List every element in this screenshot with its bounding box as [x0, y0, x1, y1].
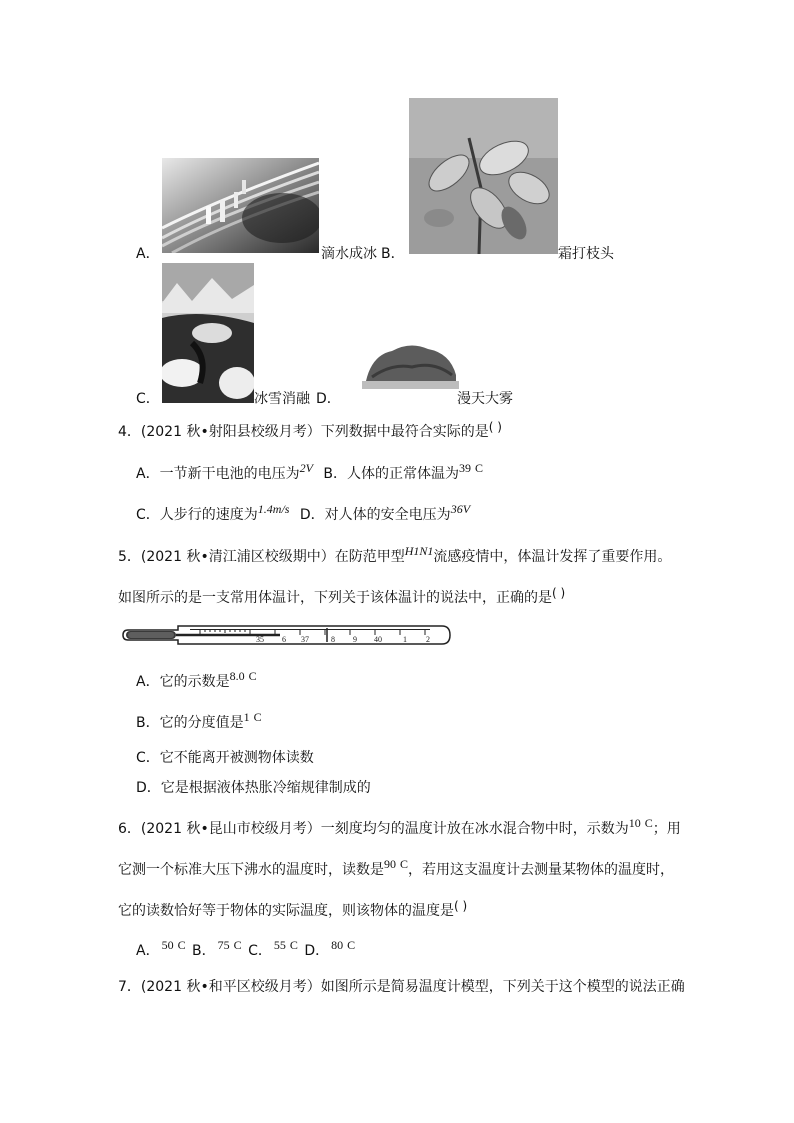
q6-option-c-letter: C． [248, 943, 272, 959]
q5-a-unit: C [248, 669, 257, 683]
q5-stem2-text: 如图所示的是一支常用体温计，下列关于该体温计的说法中，正确的是 [118, 590, 552, 606]
q4-c-text: C．人步行的速度为 [136, 507, 258, 523]
thermo-tick-1: 1 [403, 635, 407, 644]
option-c-letter: C． [136, 391, 160, 407]
q6-option-b-letter: B． [192, 943, 216, 959]
option-c-label: 冰雪消融 [254, 391, 310, 407]
q6-line2-a: 它测一个标准大压下沸水的温度时，读数是 [118, 862, 384, 878]
q6-line2-b: ，若用这支温度计去测量某物体的温度时， [408, 862, 675, 878]
option-a-letter: A． [136, 246, 160, 262]
q5-b-text: B．它的分度值是 [136, 715, 244, 731]
q4-option-a [136, 461, 483, 483]
q7-stem: 7．(2021 秋•和平区校级月考）如图所示是简易温度计模型，下列关于这个模型的说法正确 [118, 979, 685, 995]
option-a-label: 滴水成冰 [321, 246, 377, 262]
q5-stem1-a: 5．(2021 秋•清江浦区校级期中）在防范甲型 [118, 549, 405, 565]
thermo-tick-37: 37 [301, 635, 309, 644]
q5-b-value: 1 [243, 710, 250, 724]
q4-b-value: 39 [458, 461, 471, 475]
q5-stem1-b: 流感疫情中，体温计发挥了重要作用。 [433, 549, 672, 565]
q6-option-a-value: 50 [161, 938, 174, 952]
option-d-label: 漫天大雾 [457, 391, 513, 407]
q5-stem-line1 [118, 544, 672, 566]
q6-options-row [136, 938, 356, 960]
q6-option-c-value: 55 [273, 938, 286, 952]
q4-d-value: 36V [450, 502, 471, 516]
q5-option-b [136, 710, 262, 732]
thermo-tick-35: 35 [256, 635, 264, 644]
option-b-label: 霜打枝头 [558, 246, 614, 262]
q5-option-d: D．它是根据液体热胀冷缩规律制成的 [136, 780, 371, 796]
q6-stem-line1 [118, 816, 681, 838]
thermo-tick-9: 9 [353, 635, 357, 644]
q6-option-d-letter: D． [304, 943, 330, 959]
q5-option-c: C．它不能离开被测物体读数 [136, 750, 314, 766]
thermo-tick-2: 2 [426, 635, 430, 644]
q6-line3-text: 它的读数恰好等于物体的实际温度，则该物体的温度是 [118, 903, 454, 919]
q4-c-value: 1.4m/s [257, 502, 290, 516]
option-c-image-melting-snow [162, 263, 254, 403]
q4-d-text: D．对人体的安全电压为 [299, 507, 451, 523]
q5-a-value: 8.0 [229, 669, 245, 683]
q6-option-b-value: 75 [217, 938, 230, 952]
q5-a-text: A．它的示数是 [136, 674, 230, 690]
q5-b-unit: C [253, 710, 262, 724]
q4-a-text: A．一节新干电池的电压为 [136, 466, 300, 482]
q4-stem [118, 420, 502, 441]
q6-option-a-unit: C [177, 938, 186, 952]
q4-option-c [136, 502, 471, 524]
q6-stem-line3 [118, 899, 468, 920]
thermo-tick-8: 8 [331, 635, 335, 644]
q6-option-d-unit: C [347, 938, 356, 952]
q6-line1-a: 6．(2021 秋•昆山市校级月考）一刻度均匀的温度计放在冰水混合物中时，示数为 [118, 821, 629, 837]
q6-line1-b: ；用 [652, 821, 681, 837]
thermo-tick-40: 40 [374, 635, 382, 644]
option-b-letter: B． [381, 246, 405, 262]
q4-b-unit: C [474, 461, 483, 475]
q5-option-a [136, 669, 257, 691]
q6-option-d-value: 80 [331, 938, 344, 952]
option-b-image-frosted-leaves [409, 98, 558, 254]
q6-stem-line2 [118, 857, 675, 879]
clinical-thermometer-figure [120, 620, 453, 650]
thermo-tick-6: 6 [282, 635, 286, 644]
q4-b-text: B．人体的正常体温为 [323, 466, 459, 482]
q6-line2-unit: C [400, 857, 409, 871]
q4-a-value: 2V [299, 461, 313, 475]
option-d-letter: D． [316, 391, 341, 407]
option-a-image-icicle-wires [162, 158, 319, 253]
q4-answer-paren: ( ) [488, 420, 502, 434]
q6-line1-value: 10 [628, 816, 641, 830]
q6-option-b-unit: C [233, 938, 242, 952]
q6-option-a-letter: A． [136, 943, 160, 959]
q5-answer-paren: ( ) [552, 586, 566, 600]
q6-option-c-unit: C [289, 938, 298, 952]
option-d-image-foggy-tree [362, 341, 459, 389]
q6-line1-unit: C [644, 816, 653, 830]
q5-stem1-math: H1N1 [404, 544, 434, 558]
q5-stem-line2 [118, 586, 566, 607]
q6-answer-paren: ( ) [454, 899, 468, 913]
q4-stem-text: 4．(2021 秋•射阳县校级月考）下列数据中最符合实际的是 [118, 424, 489, 440]
q6-line2-value: 90 [384, 857, 396, 871]
